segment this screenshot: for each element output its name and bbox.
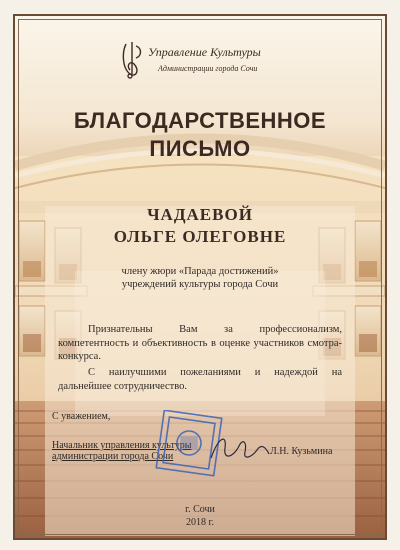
closing-regards: С уважением, [52,411,111,422]
body-paragraph-1: Признательны Вам за профессионализм, компетентность и объективность в оценке участников смотра-конкурса. [58,324,342,362]
recipient-given-name: ОЛЬГЕ ОЛЕГОВНЕ [113,227,287,246]
recipient-surname: ЧАДАЕВОЙ [147,205,253,224]
document-title-line2: ПИСЬМО [149,136,251,161]
signer-position-line2: администрации города Сочи [52,451,174,462]
logo-subtitle: Администрации города Сочи [158,64,258,73]
logo-title: Управление Культуры [148,45,261,59]
handwritten-signature [205,428,275,468]
footer-city: г. Сочи [185,504,215,515]
footer-year: 2018 г. [186,517,214,528]
culture-department-logo [118,38,293,82]
recipient-role-line2: учреждений культуры города Сочи [121,279,279,290]
document-title-line1: БЛАГОДАРСТВЕННОЕ [73,108,327,133]
signer-position-line1: Начальник управления культуры [52,440,192,451]
signer-name: Л.Н. Кузьмина [270,446,333,457]
recipient-role-line1: члену жюри «Парада достижений» [121,266,279,277]
body-paragraph-2: С наилучшими пожеланиями и надеждой на дальнейшее сотрудничество. [58,367,342,392]
